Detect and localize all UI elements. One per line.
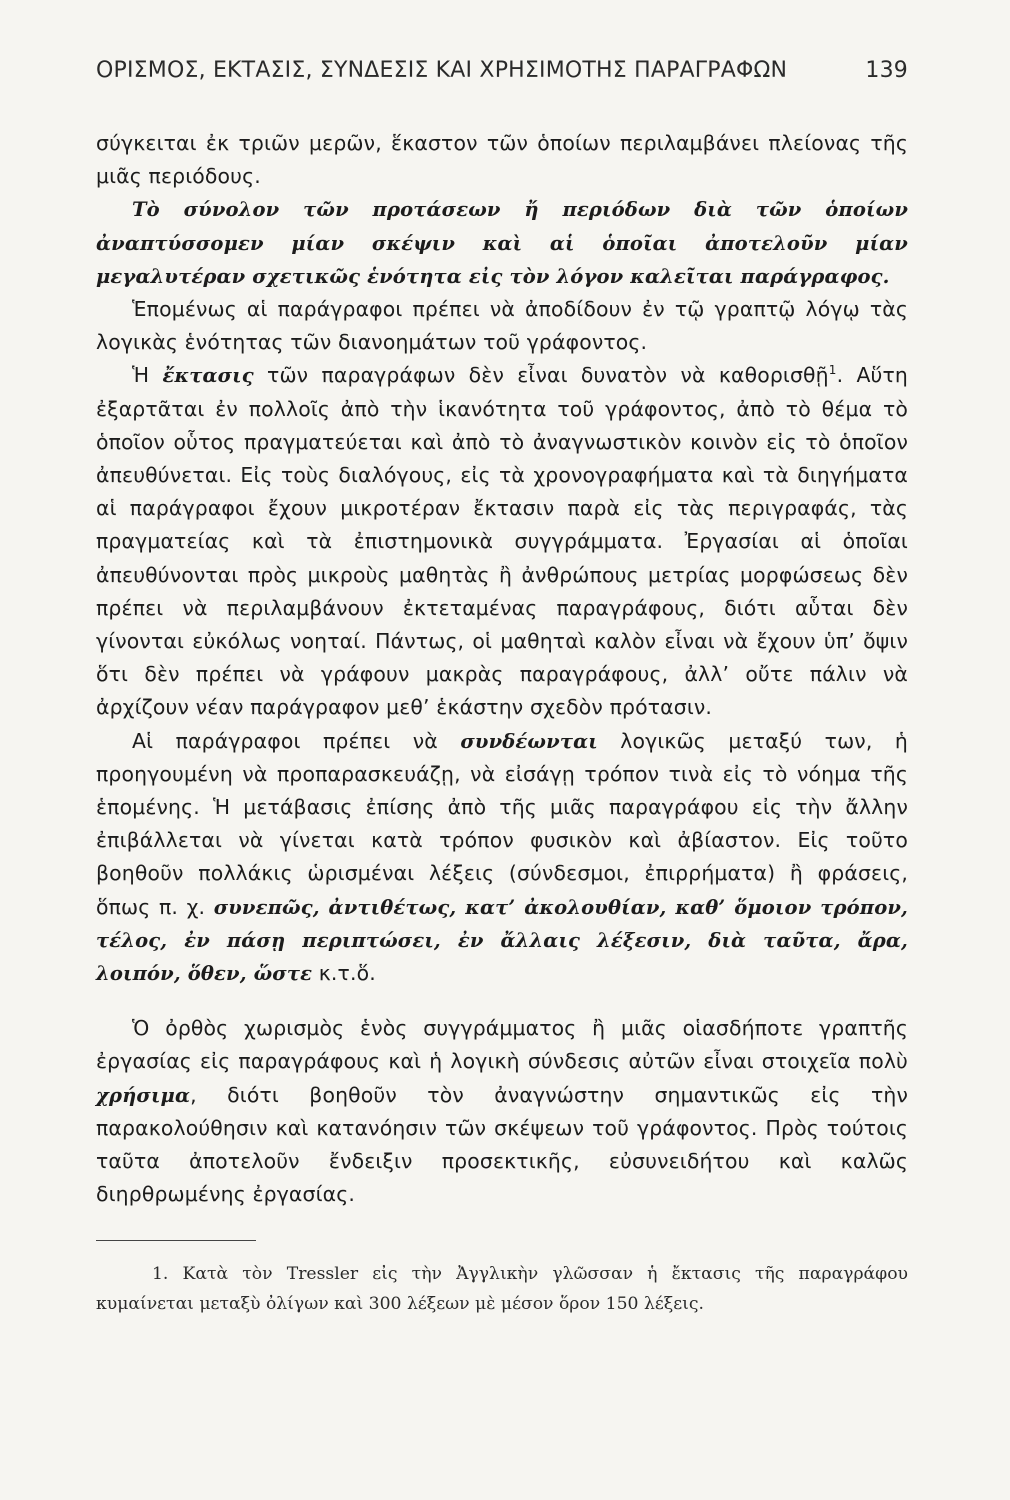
emphasis-term: συνδέωνται [460,729,598,753]
paragraph-usefulness [96,1012,908,1211]
main-text [96,127,908,1212]
paragraph-text: . Αὕτη ἐξαρτᾶται ἐν πολλοῖς ἀπὸ τὴν ἱκανότητα τοῦ γράφοντος, ἀπὸ τὸ θέμα τὸ ὁποῖον οὗτος πραγματεύεται καὶ ἀπὸ τὸ ἀναγνωστικὸν κοινὸν εἰς τὸ ὁποῖον ἀπευθύνεται. Εἰς τοὺς διαλόγους, εἰς τὰ χρονογραφήματα καὶ τὰ διηγήματα αἱ παράγραφοι ἔχουν μικροτέραν ἔκτασιν παρὰ εἰς τὰς περιγραφάς, τὰς πραγματείας καὶ τὰ ἐπιστημονικὰ συγγράμματα. Ἐργασίαι αἱ ὁποῖαι ἀπευθύνονται πρὸς μικροὺς μαθητὰς ἢ ἀνθρώπους μετρίας μορφώσεως δὲν πρέπει νὰ περιλαμβάνουν ἐκτεταμένας παραγράφους, διότι αὗται δὲν γίνονται εὐκόλως νοηταί. Πάντως, οἱ μαθηταὶ καλὸν εἶναι νὰ ἔχουν ὑπ’ ὄψιν ὅτι δὲν πρέπει νὰ γράφουν μακρὰς παραγράφους, ἀλλ’ οὔτε πάλιν νὰ ἀρχίζουν νέαν παράγραφον μεθ’ ἑκάστην σχεδὸν πρότασιν. [96,363,908,720]
paragraph-text: Ἑπομένως αἱ παράγραφοι πρέπει νὰ ἀποδίδουν ἐν τῷ γραπτῷ λόγῳ τὰς λογικὰς ἑνότητας τῶν διανοημάτων τοῦ γράφοντος. [96,297,908,355]
running-title: ΟΡΙΣΜΟΣ, ΕΚΤΑΣΙΣ, ΣΥΝΔΕΣΙΣ ΚΑΙ ΧΡΗΣΙΜΟΤΗΣ ΠΑΡΑΓΡΑΦΩΝ [96,58,788,83]
paragraph-text: σύγκειται ἐκ τριῶν μερῶν, ἕκαστον τῶν ὁποίων περιλαμβάνει πλείονας τῆς μιᾶς περιόδους. [96,131,908,189]
emphasis-term: χρήσιμα [96,1083,191,1107]
definition-paragraph [96,193,908,293]
footnote: 1. Κατὰ τὸν Tressler εἰς τὴν Ἀγγλικὴν γλῶσσαν ἡ ἔκτασις τῆς παραγράφου κυμαίνεται μεταξὺ ὀλίγων καὶ 300 λέξεων μὲ μέσον ὅρον 150 λέξεις. [96,1263,908,1314]
emphasis-term: ἔκτασις [162,364,254,388]
paragraph-consequence [96,293,908,359]
footnote-ref[interactable]: 1 [828,363,837,378]
footnote-divider [96,1240,256,1241]
paragraph-lead: Αἱ παράγραφοι πρέπει νὰ [132,728,461,753]
paragraph-definition: Τὸ σύνολον τῶν προτάσεων ἤ περιόδων διὰ τῶν ὁποίων ἀναπτύσσομεν μίαν σκέψιν καὶ αἱ ὁποῖαι ἀποτελοῦν μίαν μεγαλυτέραν σχετικῶς ἑνότητα εἰς τὸν λόγον καλεῖται παράγραφος. [96,198,908,288]
paragraph-text: , διότι βοηθοῦν τὸν ἀναγνώστην σημαντικῶς εἰς τὴν παρακολούθησιν καὶ κατανόησιν τῶν σκέψεων τοῦ γράφοντος. Πρὸς τούτοις ταῦτα ἀποτελοῦν ἔνδειξιν προσεκτικῆς, εὐσυνειδήτου καὶ καλῶς διηρθρωμένης ἐργασίας. [96,1082,908,1207]
paragraph-lead: Ὁ ὀρθὸς χωρισμὸς ἑνὸς συγγράμματος ἢ μιᾶς οἱασδήποτε γραπτῆς ἐργασίας εἰς παραγράφους καὶ ἡ λογικὴ σύνδεσις αὐτῶν εἶναι στοιχεῖα πολὺ [96,1016,908,1074]
connective-examples: συνεπῶς, ἀντιθέτως, κατ’ ἀκολουθίαν, καθ’ ὅμοιον τρόπον, τέλος, ἐν πάσῃ περιπτώσει, ἐν ἄλλαις λέξεσιν, διὰ ταῦτα, ἄρα, λοιπόν, ὅθεν, ὥστε [96,895,908,986]
paragraph-text: τῶν παραγράφων δὲν εἶναι δυνατὸν νὰ καθορισθῇ [253,363,829,388]
paragraph-gap [96,990,908,1012]
paragraph-lead: Ἡ [132,363,163,388]
page-number: 139 [865,58,908,83]
running-header [96,58,908,83]
paragraph-tail: κ.τ.ὅ. [312,961,376,986]
paragraph-continuation [96,127,908,193]
paragraph-connection [96,725,908,991]
paragraph-text: λογικῶς μεταξύ των, ἡ προηγουμένη νὰ προπαρασκευάζῃ, νὰ εἰσάγῃ τρόπον τινὰ εἰς τὸ νόημα τῆς ἑπομένης. Ἡ μετάβασις ἐπίσης ἀπὸ τῆς μιᾶς παραγράφου εἰς τὴν ἄλλην ἐπιβάλλεται νὰ γίνεται κατὰ τρόπον φυσικὸν καὶ ἀβίαστον. Εἰς τοῦτο βοηθοῦν πολλάκις ὡρισμέναι λέξεις (σύνδεσμοι, ἐπιρρήματα) ἢ φράσεις, ὅπως π. χ. [96,728,909,919]
paragraph-extent [96,359,908,724]
